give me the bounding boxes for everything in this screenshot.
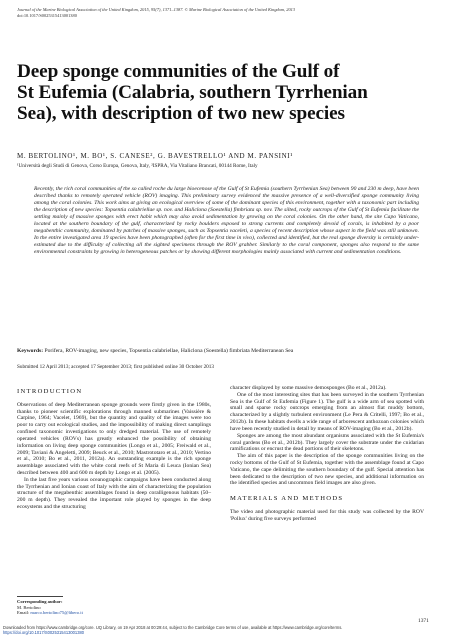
- section-heading-methods: MATERIALS AND METHODS: [230, 495, 344, 503]
- article-title: [17, 61, 437, 124]
- submission-dates: Submitted 12 April 2013; accepted 17 September 2013; first published online 30 October 2013: [17, 364, 214, 370]
- title-line-1: Deep sponge communities of the Gulf of: [17, 61, 340, 82]
- correspondence-name: M. Bertolino: [17, 604, 41, 610]
- keywords-label: Keywords:: [17, 348, 44, 354]
- footnote-rule: [17, 596, 63, 597]
- doi-link[interactable]: https://doi.org/10.1017/S0025315413001380: [3, 629, 85, 635]
- affiliations: ¹Università degli Studi di Genova, Corso Europa, Genova, Italy, ²ISPRA, Via Vitaliano Brancati, 00144 Rome, Italy: [17, 163, 258, 169]
- email-label: Email:: [17, 610, 30, 616]
- correspondence-note: [17, 596, 211, 616]
- left-column: [17, 385, 211, 511]
- keywords-list: Porifera, ROV-imaging, new species, Topsentia calabriellae, Haliclona (Soestella) fimbriata Mediterranean Sea: [44, 348, 294, 354]
- paragraph: Sponges are among the most abundant organisms associated with the St Eufemia's coral gardens (Bo et al., 2012b). They largely cover the substrate under the cnidarian ramifications or encrust the dead portions of their skeletons.: [230, 432, 424, 453]
- author-list: M. BERTOLINO¹, M. BO¹, S. CANESE², G. BAVESTRELLO¹ AND M. PANSINI¹: [17, 152, 293, 160]
- journal-citation: Journal of the Marine Biological Association of the United Kingdom, 2015, 95(7), 1371–1387. © Marine Biological Association of the United Kingdom, 2013: [17, 7, 296, 12]
- paragraph: In the last five years various oceanographic campaigns have been conducted along the Tyrrhenian and Ionian coast of Italy with the aim of characterizing the population structure of the megabenthic assemblages found in deep coralligenous habitats (50–200 m depth). They revealed the important role played by sponges in the deep ecosystems and the structuring: [17, 476, 211, 510]
- correspondence-email-link[interactable]: marco.bertolino75@libero.it: [30, 610, 83, 616]
- paragraph: The aim of this paper is the description of the sponge communities living on the rocky bottoms of the Gulf of St Eufemia, together with the assemblage found at Capo Vaticano, the cape delimiting the southern boundary of the gulf. Special attention has been dedicated to the description of two new species, and additional information on the identified species and uncommon field images are also given.: [230, 453, 424, 487]
- running-head: [17, 7, 433, 18]
- abstract: Recently, the rich coral communities of the so called roche du large bioecenose of the Gulf of St Eufemia (southern Tyrrhenian Sea) between 90 and 230 m deep, have been described thanks to remotely operated vehicle (ROV) imaging. This preliminary survey evidenced the massive presence of a well-diversified sponge community living among the coral colonies. This work aims at giving an ecological overview of some of the dominant species of this environment, together with a taxonomic part including the description of new species: Topsentia calabriellae sp. nov. and Haliclona (Soestella) fimbriata sp. nov. The silted, rocky outcrops of the Gulf of St Eufemia facilitate the settling mainly of massive sponges with erect habit which may also avoid sedimentation by growing on the coral colonies. On the other hand, the site Capo Vaticano, located at the southern boundary of the gulf, characterized by rocky boulders exposed to strong currents and completely devoid of corals, is inhabited by a poor megabenthic community, dominated by patches of massive sponges, such as Topsentia vaceleti, a species of recent description whose aspect in the field was still unknown. In the entire investigated area 19 species have been photographed (often for the first time in vivo), collected and identified, but the real sponge diversity is certainly under-estimated due to the difficulty of collecting all the sighted specimens through the ROV grabber. Similarly to the coral component, sponges also respond to the same environmental constraints by growing in heterogeneous patches or by showing different morphologies mainly associated with current and sedimentation conditions.: [34, 186, 419, 255]
- correspondence-label: Corresponding author:: [17, 599, 63, 604]
- keywords: [17, 348, 437, 355]
- paragraph: Observations of deep Mediterranean sponge grounds were firstly given in the 1980s, thanks to pioneer scientific explorations through manned submarines (Vaissière & Carpine, 1964; Vacelet, 1969), but the quantity and quality of the images were too poor to carry out ecological studies, and the impossibility of making direct samplings confined taxonomic investigations to only dredged material. The use of remotely operated vehicles (ROVs) has greatly enhanced the possibility of obtaining information on living deep sponge communities (Longo et al., 2005; Freiwald et al., 2009; Taviani & Angeletti, 2009; Beuck et al., 2010; Mastrototaro et al., 2010; Vertino et al., 2010; Bo et al., 2011, 2012a). An outstanding example is the rich sponge assemblage associated with the white coral reefs of St Maria di Leuca (Ionian Sea) described between 400 and 600 m depth by Longo et al. (2005).: [17, 401, 211, 476]
- download-notice: Downloaded from https://www.cambridge.org/core. UQ Library, on 19 Apr 2018 at 00:29:44, subject to the Cambridge Core terms of use, available at https://www.cambridge.org/core/terms.: [3, 625, 343, 630]
- paragraph: character displayed by some massive demosponges (Bo et al., 2012a).: [230, 385, 387, 391]
- page-number: 1371: [418, 618, 429, 624]
- title-line-3: Sea), with description of two new species: [17, 103, 345, 124]
- section-heading-introduction: INTRODUCTION: [17, 388, 83, 395]
- paragraph: The video and photographic material used for this study was collected by the ROV 'Pollux' during five surveys performed: [230, 509, 424, 522]
- article-doi: doi:10.1017/S0025315413001380: [17, 12, 77, 18]
- right-column: [230, 385, 424, 523]
- download-footer: [0, 626, 450, 636]
- paragraph: One of the most interesting sites that has been surveyed in the southern Tyrrhenian Sea is the Gulf of St Eufemia (Figure 1). The gulf is a wide arm of sea spotted with small and sparse rocky outcrops emerging from an almost flat muddy bottom, characterized by a slightly turbulent environment (Le Pera & Critelli, 1997; Bo et al., 2012b). In these habitats dwells a wide range of arborescent anthozoan colonies which have been recently studied in detail by means of ROV-imaging (Bo et al., 2012b).: [230, 391, 424, 432]
- title-line-2: St Eufemia (Calabria, southern Tyrrhenian: [17, 82, 368, 103]
